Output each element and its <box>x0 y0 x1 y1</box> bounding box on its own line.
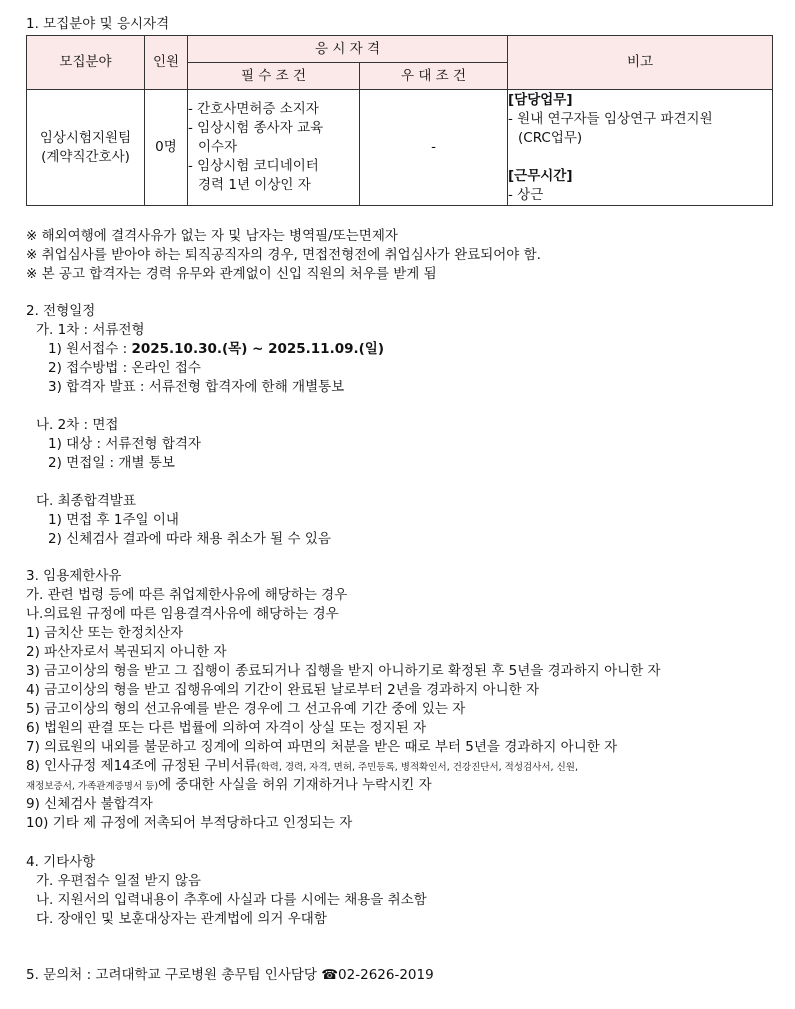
section-4-heading: 4. 기타사항 <box>26 854 96 870</box>
misc-item: 가. 우편접수 일절 받지 않음 <box>36 873 201 889</box>
header-required: 필 수 조 건 <box>188 63 360 90</box>
cell-field <box>27 90 145 206</box>
stage-2-title: 나. 2차 : 면접 <box>36 417 119 433</box>
field-type: (계약직간호사) <box>41 148 130 165</box>
apply-label: 1) 원서접수 : <box>48 341 132 357</box>
required-item: - 임상시험 종사자 교육 <box>188 120 324 136</box>
cell-preferred: - <box>360 90 508 206</box>
header-preferred: 우 대 조 건 <box>360 63 508 90</box>
duty-title: [담당업무] <box>508 92 573 108</box>
field-name: 임상시험지원팀 <box>39 129 132 146</box>
apply-period: 2025.10.30.(목) ~ 2025.11.09.(일) <box>131 341 384 357</box>
note-line: ※ 본 공고 합격자는 경력 유무와 관계없이 신입 직원의 처우를 받게 됨 <box>26 266 437 282</box>
item8-docs-cont: 재정보증서, 가족관계증명서 등) <box>26 781 159 792</box>
restriction-item: 5) 금고이상의 형의 선고유예를 받은 경우에 그 선고유예 기간 중에 있는 자 <box>26 701 466 717</box>
qualification-table <box>26 35 773 206</box>
item8-docs: (학력, 경력, 자격, 면허, 주민등록, 병적확인서, 건강진단서, 적성검사서, 신원, <box>256 762 578 773</box>
stage-1-item: 3) 합격자 발표 : 서류전형 합격자에 한해 개별통보 <box>48 379 345 395</box>
contact-info: 5. 문의처 : 고려대학교 구로병원 총무팀 인사담당 ☎02-2626-2019 <box>26 967 434 983</box>
header-note: 비고 <box>508 36 773 90</box>
section-3 <box>26 567 786 833</box>
stage-1-item <box>26 340 786 359</box>
note-line: ※ 해외여행에 결격사유가 없는 자 및 남자는 병역필/또는면제자 <box>26 228 398 244</box>
restriction-item: 3) 금고이상의 형을 받고 그 집행이 종료되거나 집행을 받지 아니하기로 확정된 후 5년을 경과하지 아니한 자 <box>26 663 661 679</box>
cell-count: 0명 <box>145 90 188 206</box>
required-item: - 간호사면허증 소지자 <box>188 101 319 117</box>
item8-text: 8) 인사규정 제14조에 규정된 구비서류 <box>26 758 257 774</box>
header-count: 인원 <box>145 36 188 90</box>
stage-2-item: 2) 면접일 : 개별 통보 <box>48 455 175 471</box>
section-4 <box>26 853 786 929</box>
restriction-item: 7) 의료원의 내외를 불문하고 징계에 의하여 파면의 처분을 받은 때로 부터 5년을 경과하지 아니한 자 <box>26 739 618 755</box>
section-2 <box>26 302 786 549</box>
stage-1-item: 2) 접수방법 : 온라인 접수 <box>48 360 201 376</box>
restriction-item-8 <box>26 757 786 776</box>
stage-final-title: 다. 최종합격발표 <box>36 493 136 509</box>
misc-item: 다. 장애인 및 보훈대상자는 관계법에 의거 우대함 <box>36 911 327 927</box>
header-field: 모집분야 <box>27 36 145 90</box>
header-qualification: 응 시 자 격 <box>188 36 508 63</box>
section-2-heading: 2. 전형일정 <box>26 303 96 319</box>
hours-line: - 상근 <box>508 187 544 203</box>
restriction-item: 4) 금고이상의 형을 받고 집행유예의 기간이 완료된 날로부터 2년을 경과하지 아니한 자 <box>26 682 540 698</box>
note-line: ※ 취업심사를 받아야 하는 퇴직공직자의 경우, 면접전형전에 취업심사가 완료되어야 함. <box>26 247 541 263</box>
required-item: 경력 1년 이상인 자 <box>198 177 311 193</box>
restriction-item: 10) 기타 제 규정에 저촉되어 부적당하다고 인정되는 자 <box>26 815 353 831</box>
section-1-heading: 1. 모집분야 및 응시자격 <box>26 16 170 32</box>
stage-final-item: 1) 면접 후 1주일 이내 <box>48 512 179 528</box>
section-3-heading: 3. 임용제한사유 <box>26 568 122 584</box>
restriction-item-8-cont <box>26 776 786 795</box>
duty-line: - 원내 연구자들 임상연구 파견지원 <box>508 111 713 127</box>
stage-1-title: 가. 1차 : 서류전형 <box>36 322 145 338</box>
restriction-item: 나.의료원 규정에 따른 임용결격사유에 해당하는 경우 <box>26 606 339 622</box>
restriction-item: 1) 금치산 또는 한정치산자 <box>26 625 184 641</box>
stage-2-item: 1) 대상 : 서류전형 합격자 <box>48 436 201 452</box>
stage-final-item: 2) 신체검사 결과에 따라 채용 취소가 될 수 있음 <box>48 531 331 547</box>
cell-required <box>188 90 360 206</box>
cell-note <box>508 90 773 206</box>
restriction-item: 가. 관련 법령 등에 따른 취업제한사유에 해당하는 경우 <box>26 587 348 603</box>
item8-text-cont: 에 중대한 사실을 허위 기재하거나 누락시킨 자 <box>158 777 432 793</box>
restriction-item: 2) 파산자로서 복권되지 아니한 자 <box>26 644 227 660</box>
restriction-item: 9) 신체검사 불합격자 <box>26 796 153 812</box>
notes <box>26 227 786 284</box>
misc-item: 나. 지원서의 입력내용이 추후에 사실과 다를 시에는 채용을 취소함 <box>36 892 427 908</box>
hours-title: [근무시간] <box>508 168 573 184</box>
restriction-item: 6) 법원의 판결 또는 다른 법률에 의하여 자격이 상실 또는 정지된 자 <box>26 720 427 736</box>
duty-line: (CRC업무) <box>518 130 583 146</box>
required-item: - 임상시험 코디네이터 <box>188 158 319 174</box>
required-item: 이수자 <box>198 139 238 155</box>
